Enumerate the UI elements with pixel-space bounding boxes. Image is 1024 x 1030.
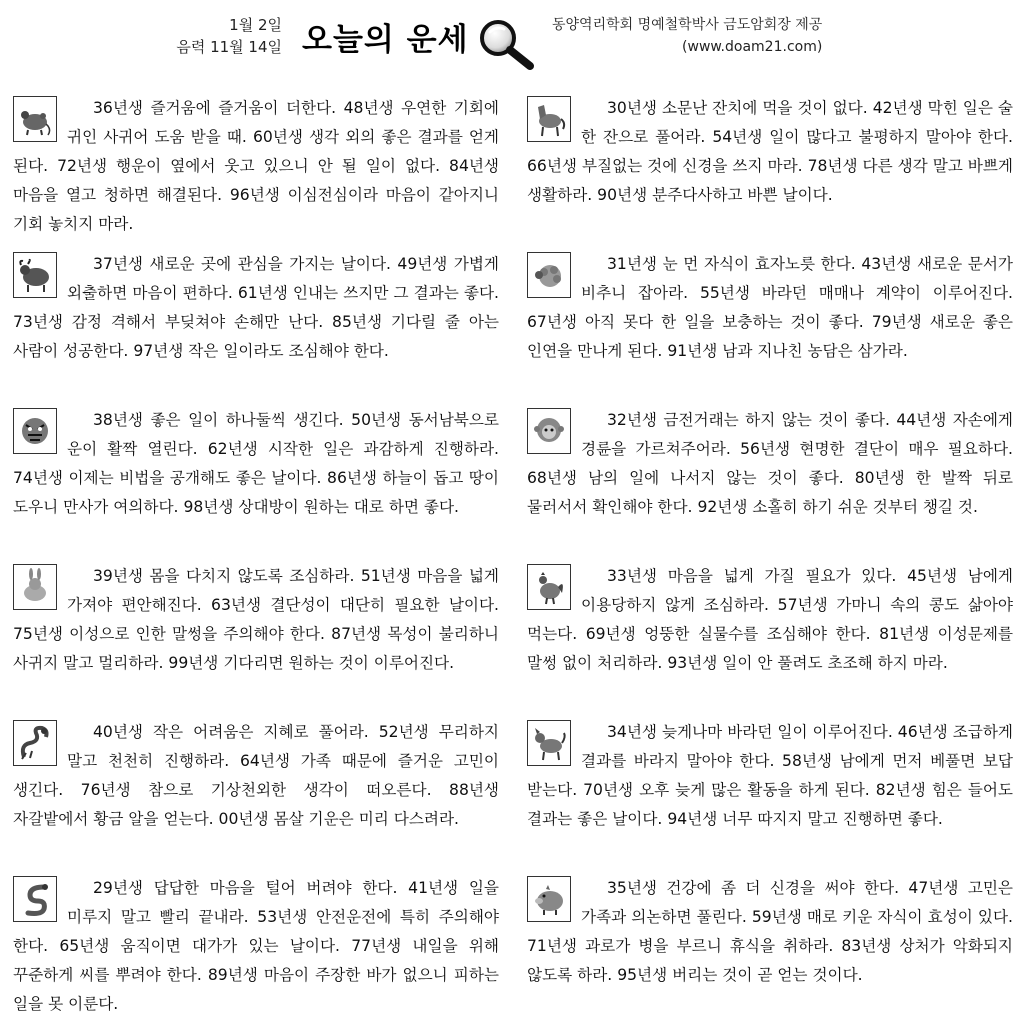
fortune-entry-dog xyxy=(527,718,1013,874)
lunar-date: 음력 11월 14일 xyxy=(176,38,282,56)
rat-icon xyxy=(13,96,57,142)
magnifier-icon xyxy=(476,18,538,70)
ox-icon xyxy=(13,252,57,298)
fortune-column-left xyxy=(13,94,499,1030)
fortune-text: 40년생 작은 어려움은 지혜로 풀어라. 52년생 무리하지 말고 천천히 진행하라. 64년생 가족 때문에 즐거운 고민이 생긴다. 76년생 참으로 기상천외한 생각이 떠오른다. 88년생 자갈밭에서 황금 알을 얻는다. 00년생 몸살 기운은 미리 다스려라. xyxy=(13,723,499,828)
fortune-text: 39년생 몸을 다치지 않도록 조심하라. 51년생 마음을 넓게 가져야 편안해진다. 63년생 결단성이 대단히 필요한 날이다. 75년생 이성으로 인한 말썽을 주의해야 한다. 87년생 목성이 불리하니 사귀지 말고 멀리하라. 99년생 기다리면 원하는 것이 이루어진다. xyxy=(13,567,499,672)
fortune-text: 37년생 새로운 곳에 관심을 가지는 날이다. 49년생 가볍게 외출하면 마음이 편하다. 61년생 인내는 쓰지만 그 결과는 좋다. 73년생 감정 격해서 부딪쳐야 손해만 난다. 85년생 기다릴 줄 아는 사람이 성공한다. 97년생 작은 일이라도 조심해야 한다. xyxy=(13,255,499,360)
dragon-icon xyxy=(13,720,57,766)
fortune-text: 32년생 금전거래는 하지 않는 것이 좋다. 44년생 자손에게 경륜을 가르쳐주어라. 56년생 현명한 결단이 매우 필요하다. 68년생 남의 일에 나서지 않는 것이 좋다. 80년생 한 발짝 뒤로 물러서서 확인해야 한다. 92년생 소홀히 하기 쉬운 것부터 챙길 것. xyxy=(527,411,1013,516)
fortune-text: 38년생 좋은 일이 하나둘씩 생긴다. 50년생 동서남북으로 운이 활짝 열린다. 62년생 시작한 일은 과감하게 진행하라. 74년생 이제는 비법을 공개해도 좋은 날이다. 86년생 하늘이 돕고 땅이 도우니 만사가 여의하다. 98년생 상대방이 원하는 대로 하면 좋다. xyxy=(13,411,499,516)
fortune-text: 31년생 눈 먼 자식이 효자노릇 한다. 43년생 새로운 문서가 비추니 잡아라. 55년생 바라던 매매나 계약이 이루어진다. 67년생 아직 못다 한 일을 보충하는 것이 좋다. 79년생 새로운 좋은 인연을 만나게 된다. 91년생 남과 지나친 농담은 삼가라. xyxy=(527,255,1013,360)
fortune-entry-horse xyxy=(527,94,1013,250)
fortune-entry-rabbit xyxy=(13,562,499,718)
fortune-entry-rat xyxy=(13,94,499,250)
snake-icon xyxy=(13,876,57,922)
fortune-text: 35년생 건강에 좀 더 신경을 써야 한다. 47년생 고민은 가족과 의논하면 풀린다. 59년생 매로 키운 자식이 효성이 있다. 71년생 과로가 병을 부르니 휴식을 취하라. 83년생 상처가 악화되지 않도록 하라. 95년생 버리는 것이 곧 얻는 것이다. xyxy=(527,879,1013,984)
rabbit-icon xyxy=(13,564,57,610)
pig-icon xyxy=(527,876,571,922)
credit-url: (www.doam21.com) xyxy=(682,39,823,55)
fortune-text: 29년생 답답한 마음을 털어 버려야 한다. 41년생 일을 미루지 말고 빨리 끝내라. 53년생 안전운전에 특히 주의해야 한다. 65년생 움직이면 대가가 있는 날이다. 77년생 내일을 위해 꾸준하게 씨를 뿌려야 한다. 89년생 마음이 주장한 바가 없으니 피하는 일을 못 이룬다. xyxy=(13,879,499,1013)
credit-text: 동양역리학회 명예철학박사 금도암회장 제공 xyxy=(552,17,823,33)
fortune-entry-dragon xyxy=(13,718,499,874)
dog-icon xyxy=(527,720,571,766)
horse-icon xyxy=(527,96,571,142)
sheep-icon xyxy=(527,252,571,298)
solar-date: 1월 2일 xyxy=(229,16,282,34)
monkey-icon xyxy=(527,408,571,454)
date-block xyxy=(176,14,282,58)
fortune-column-right xyxy=(527,94,1013,1030)
fortune-entry-rooster xyxy=(527,562,1013,718)
tiger-icon xyxy=(13,408,57,454)
fortune-header xyxy=(0,0,1024,90)
fortune-text: 36년생 즐거움에 즐거움이 더한다. 48년생 우연한 기회에 귀인 사귀어 도움 받을 때. 60년생 생각 외의 좋은 결과를 얻게 된다. 72년생 행운이 옆에서 웃고 있으니 안 될 일이 없다. 84년생 마음을 열고 청하면 해결된다. 96년생 이심전심이라 마음이 같아지니 기회 놓치지 마라. xyxy=(13,99,499,233)
fortune-entry-ox xyxy=(13,250,499,406)
fortune-entry-tiger xyxy=(13,406,499,562)
fortune-text: 30년생 소문난 잔치에 먹을 것이 없다. 42년생 막힌 일은 술 한 잔으로 풀어라. 54년생 일이 많다고 불평하지 말아야 한다. 66년생 부질없는 것에 신경을 쓰지 마라. 78년생 다른 생각 말고 바쁘게 생활하라. 90년생 분주다사하고 바쁜 날이다. xyxy=(527,99,1013,204)
fortune-text: 33년생 마음을 넓게 가질 필요가 있다. 45년생 남에게 이용당하지 않게 조심하라. 57년생 가마니 속의 콩도 삶아야 먹는다. 69년생 엉뚱한 실물수를 조심해야 한다. 81년생 이성문제를 말썽 없이 처리하라. 93년생 일이 안 풀려도 초조해 하지 마라. xyxy=(527,567,1013,672)
fortune-entry-pig xyxy=(527,874,1013,1030)
rooster-icon xyxy=(527,564,571,610)
fortune-entry-snake xyxy=(13,874,499,1030)
fortune-entry-monkey xyxy=(527,406,1013,562)
fortune-entry-sheep xyxy=(527,250,1013,406)
page-title: 오늘의 운세 xyxy=(302,22,469,58)
credit-block xyxy=(552,14,822,58)
fortune-text: 34년생 늦게나마 바라던 일이 이루어진다. 46년생 조급하게 결과를 바라지 말아야 한다. 58년생 남에게 먼저 베풀면 보답 받는다. 70년생 오후 늦게 많은 활동을 하게 된다. 82년생 힘은 들어도 결과는 좋은 날이다. 94년생 너무 따지지 말고 진행하면 좋다. xyxy=(527,723,1013,828)
